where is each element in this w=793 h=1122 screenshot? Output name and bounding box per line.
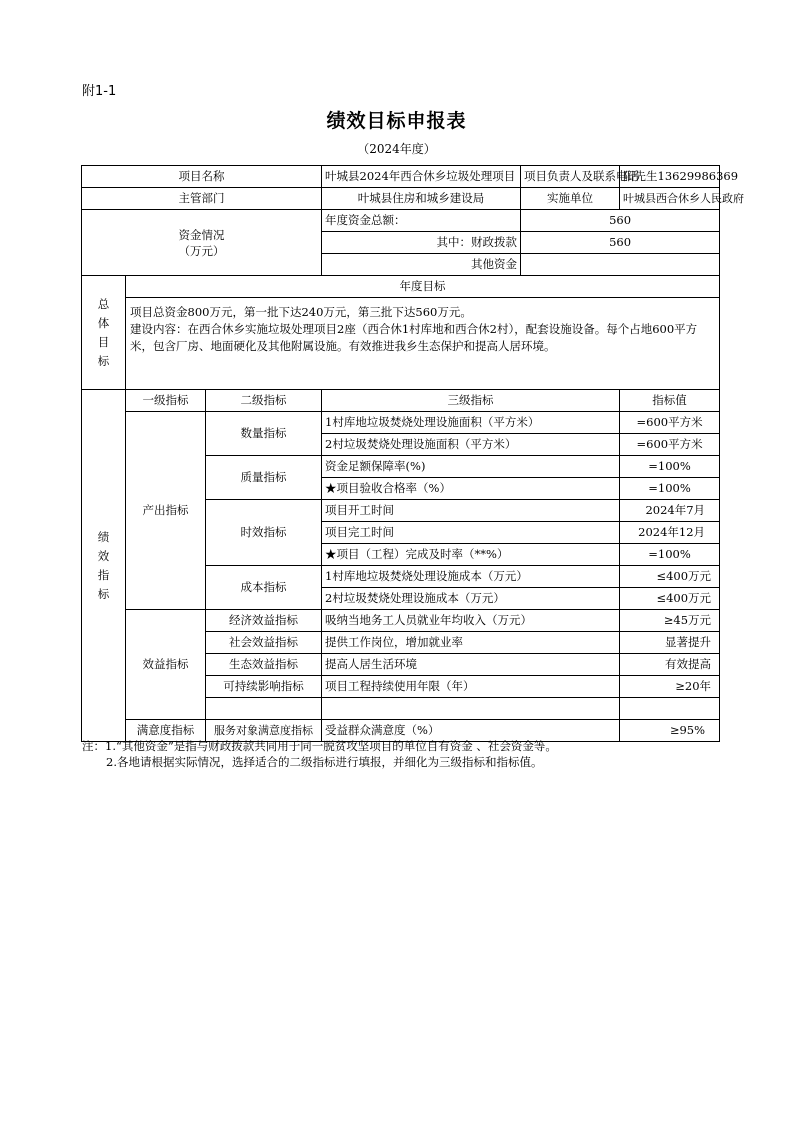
indicator-value: ≥20年	[620, 676, 720, 698]
funds-total-label: 年度资金总额：	[322, 210, 521, 232]
indicator-value: ≤400万元	[620, 588, 720, 610]
goal-label: 总 体 目 标	[82, 276, 126, 390]
satisfaction-sub-label: 服务对象满意度指标	[206, 720, 322, 742]
page-title: 绩效目标申报表	[326, 110, 467, 132]
table-row	[82, 412, 720, 434]
dept-value: 叶城县住房和城乡建设局	[322, 188, 521, 210]
goal-text	[126, 298, 720, 390]
goal-line1: 项目总资金800万元，第一批下达240万元，第三批下达560万元。	[130, 305, 472, 319]
indicator-name: ★项目（工程）完成及时率（**%）	[322, 544, 620, 566]
indicator-value: 有效提高	[620, 654, 720, 676]
goal-line2: 建设内容：在西合休乡实施垃圾处理项目2座（西合休1村库地和西合休2村），配套设施设备。每个占地600平方米，包含厂房、地面硬化及其他附属设施。有效推进我乡生态保护和提高人居环境。	[130, 322, 698, 353]
col-header-level1: 一级指标	[126, 390, 206, 412]
indicator-name: 1村库地垃圾焚烧处理设施成本（万元）	[322, 566, 620, 588]
year-label: （2024年度）	[357, 142, 436, 156]
indicator-value: ≥45万元	[620, 610, 720, 632]
indicators-label: 绩 效 指 标	[82, 390, 126, 742]
attachment-label: 附1-1	[82, 84, 117, 99]
goal-header: 年度目标	[126, 276, 720, 298]
indicator-name: 项目开工时间	[322, 500, 620, 522]
cost-label: 成本指标	[206, 566, 322, 610]
row-funds-total	[82, 210, 720, 232]
funds-fiscal-value: 560	[521, 232, 720, 254]
indicator-value: =100%	[620, 544, 720, 566]
project-name-label: 项目名称	[82, 166, 322, 188]
indicator-name: 项目完工时间	[322, 522, 620, 544]
row-goal-text	[82, 298, 720, 390]
funds-other-label: 其他资金	[322, 254, 521, 276]
project-name-value: 叶城县2024年西合休乡垃圾处理项目	[322, 166, 521, 188]
col-header-level2: 二级指标	[206, 390, 322, 412]
funds-other-value	[521, 254, 720, 276]
indicator-name: ★项目验收合格率（%）	[322, 478, 620, 500]
indicator-value: 2024年12月	[620, 522, 720, 544]
indicator-value: ≤400万元	[620, 566, 720, 588]
output-label: 产出指标	[126, 412, 206, 610]
indicator-value: =600平方米	[620, 434, 720, 456]
row-project	[82, 166, 720, 188]
indicator-name: 吸纳当地务工人员就业年均收入（万元）	[322, 610, 620, 632]
indicator-name: 项目工程持续使用年限（年）	[322, 676, 620, 698]
indicator-name: 1村库地垃圾焚烧处理设施面积（平方米）	[322, 412, 620, 434]
dept-label: 主管部门	[82, 188, 322, 210]
indicator-value: =100%	[620, 456, 720, 478]
funds-label-line2: （万元）	[178, 243, 225, 258]
funds-label-line1: 资金情况	[178, 227, 225, 242]
indicator-name: 提高人居生活环境	[322, 654, 620, 676]
note-1: 注：1.“其他资金”是指与财政拨款共同用于同一脱贫攻坚项目的单位自有资金 、社会资金等。	[82, 739, 557, 753]
indicator-value: =600平方米	[620, 412, 720, 434]
indicator-value: =100%	[620, 478, 720, 500]
row-dept	[82, 188, 720, 210]
notes	[82, 738, 557, 770]
row-goal-header	[82, 276, 720, 298]
indicator-value: 2024年7月	[620, 500, 720, 522]
funds-total-value: 560	[521, 210, 720, 232]
indicator-name: 2村垃圾焚烧处理设施成本（万元）	[322, 588, 620, 610]
impl-label: 实施单位	[521, 188, 620, 210]
indicator-name: 2村垃圾焚烧处理设施面积（平方米）	[322, 434, 620, 456]
table-row	[82, 610, 720, 632]
contact-label: 项目负责人及联系电话	[521, 166, 620, 188]
indicator-name: 提供工作岗位，增加就业率	[322, 632, 620, 654]
indicator-name: 资金足额保障率(%)	[322, 456, 620, 478]
row-ind-header	[82, 390, 720, 412]
indicator-name: 受益群众满意度（%）	[322, 720, 620, 742]
contact-value: 阳先生13629986369	[620, 166, 720, 188]
col-header-value: 指标值	[620, 390, 720, 412]
indicator-value: ≥95%	[620, 720, 720, 742]
funds-fiscal-label: 其中：财政拨款	[322, 232, 521, 254]
benefit-label: 效益指标	[126, 610, 206, 720]
quality-label: 质量指标	[206, 456, 322, 500]
quantity-label: 数量指标	[206, 412, 322, 456]
performance-table	[81, 165, 745, 742]
impl-value: 叶城县西合休乡人民政府	[620, 188, 720, 210]
sustain-label: 可持续影响指标	[206, 676, 322, 698]
note-2: 2.各地请根据实际情况，选择适合的二级指标进行填报，并细化为三级指标和指标值。	[106, 755, 543, 769]
eco-label: 生态效益指标	[206, 654, 322, 676]
social-label: 社会效益指标	[206, 632, 322, 654]
indicator-value: 显著提升	[620, 632, 720, 654]
funds-label	[82, 210, 322, 276]
col-header-level3: 三级指标	[322, 390, 620, 412]
satisfaction-label: 满意度指标	[126, 720, 206, 742]
economic-label: 经济效益指标	[206, 610, 322, 632]
time-label: 时效指标	[206, 500, 322, 566]
